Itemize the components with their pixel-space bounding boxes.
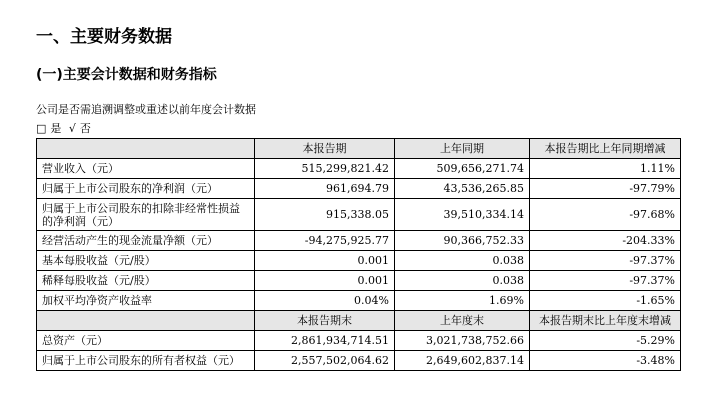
table-row <box>37 159 681 179</box>
change-value: -97.79% <box>530 179 681 199</box>
section-title: 一、主要财务数据 <box>36 27 172 47</box>
change-value: -204.33% <box>530 231 681 251</box>
row-label: 加权平均净资产收益率 <box>37 291 255 311</box>
change-value: -97.37% <box>530 251 681 271</box>
header-prior-year-end: 上年度末 <box>395 311 530 331</box>
current-value: 2,861,934,714.51 <box>255 331 395 351</box>
table-row <box>37 199 681 231</box>
prior-value: 39,510,334.14 <box>395 199 530 231</box>
row-label: 基本每股收益（元/股） <box>37 251 255 271</box>
current-value: 515,299,821.42 <box>255 159 395 179</box>
current-value: 0.001 <box>255 271 395 291</box>
table-row <box>37 331 681 351</box>
current-value: -94,275,925.77 <box>255 231 395 251</box>
restatement-question: 公司是否需追溯调整或重述以前年度会计数据 <box>36 103 256 116</box>
table-row <box>37 179 681 199</box>
subsection-title: (一)主要会计数据和财务指标 <box>36 67 217 83</box>
prior-value: 1.69% <box>395 291 530 311</box>
row-label: 营业收入（元） <box>37 159 255 179</box>
header-period-end: 本报告期末 <box>255 311 395 331</box>
row-label: 总资产（元） <box>37 331 255 351</box>
change-value: -1.65% <box>530 291 681 311</box>
header-current-period: 本报告期 <box>255 139 395 159</box>
table-row <box>37 351 681 371</box>
row-label: 归属于上市公司股东的扣除非经常性损益的净利润（元） <box>37 199 255 231</box>
header-change: 本报告期比上年同期增减 <box>530 139 681 159</box>
current-value: 2,557,502,064.62 <box>255 351 395 371</box>
header-blank <box>37 139 255 159</box>
header-blank <box>37 311 255 331</box>
prior-value: 3,021,738,752.66 <box>395 331 530 351</box>
table-subheader-row <box>37 311 681 331</box>
change-value: -97.68% <box>530 199 681 231</box>
prior-value: 0.038 <box>395 251 530 271</box>
table-row <box>37 231 681 251</box>
change-value: -5.29% <box>530 331 681 351</box>
table-header-row <box>37 139 681 159</box>
change-value: -97.37% <box>530 271 681 291</box>
table-row <box>37 251 681 271</box>
change-value: 1.11% <box>530 159 681 179</box>
change-value: -3.48% <box>530 351 681 371</box>
table-row <box>37 271 681 291</box>
prior-value: 0.038 <box>395 271 530 291</box>
row-label: 归属于上市公司股东的净利润（元） <box>37 179 255 199</box>
prior-value: 2,649,602,837.14 <box>395 351 530 371</box>
choice-yes-label: 是 <box>50 122 62 135</box>
financial-data-table <box>36 138 681 371</box>
restatement-choice <box>36 120 95 136</box>
current-value: 0.04% <box>255 291 395 311</box>
row-label: 归属于上市公司股东的所有者权益（元） <box>37 351 255 371</box>
header-prior-period: 上年同期 <box>395 139 530 159</box>
table-row <box>37 291 681 311</box>
check-mark-icon: √ <box>68 122 76 135</box>
prior-value: 90,366,752.33 <box>395 231 530 251</box>
current-value: 961,694.79 <box>255 179 395 199</box>
row-label: 经营活动产生的现金流量净额（元） <box>37 231 255 251</box>
header-change-vs-year-end: 本报告期末比上年度末增减 <box>530 311 681 331</box>
current-value: 915,338.05 <box>255 199 395 231</box>
row-label: 稀释每股收益（元/股） <box>37 271 255 291</box>
checkbox-empty: □ <box>36 122 47 135</box>
prior-value: 509,656,271.74 <box>395 159 530 179</box>
current-value: 0.001 <box>255 251 395 271</box>
choice-no-label: 否 <box>79 122 91 135</box>
prior-value: 43,536,265.85 <box>395 179 530 199</box>
